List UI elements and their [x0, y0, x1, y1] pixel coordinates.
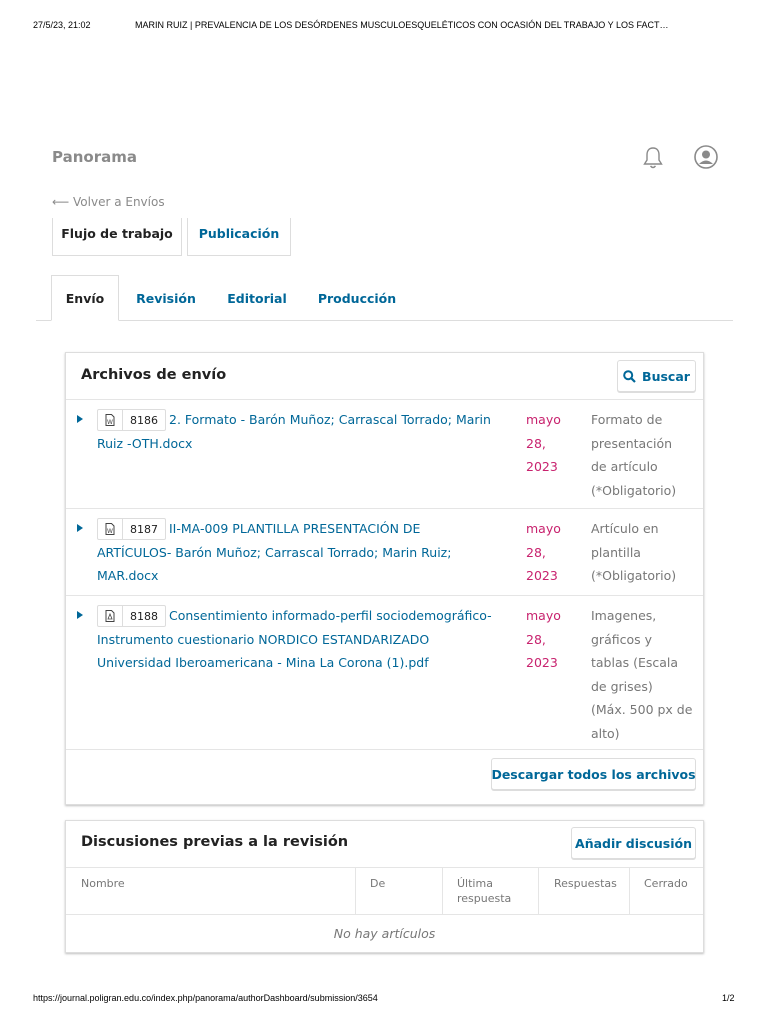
bell-icon[interactable]: [641, 146, 665, 170]
file-row: [66, 509, 703, 595]
tab-workflow[interactable]: Flujo de trabajo: [52, 218, 182, 256]
file-name-link[interactable]: 2. Formato - Barón Muñoz; Carrascal Torrado; Marin: [169, 412, 491, 427]
word-file-icon: [98, 410, 123, 430]
search-button-label: Buscar: [642, 368, 690, 384]
journal-brand[interactable]: Panorama: [52, 148, 137, 166]
file-date: mayo 28, 2023: [526, 608, 561, 670]
file-name-link-cont[interactable]: Universidad Iberoamericana - Mina La Corona (1).pdf: [97, 655, 429, 670]
col-divider: [355, 868, 356, 914]
add-discussion-button[interactable]: Añadir discusión: [571, 827, 696, 859]
tab-production[interactable]: Producción: [317, 290, 397, 306]
expand-toggle-icon[interactable]: [77, 611, 83, 619]
pre-review-discussions-panel: [65, 820, 704, 953]
file-row: [66, 596, 703, 749]
col-divider: [442, 868, 443, 914]
file-type: Formato de presentación de artículo (*Obligatorio): [591, 412, 677, 498]
print-url: https://journal.poligran.edu.co/index.php/panorama/authorDashboard/submission/3654: [33, 993, 378, 1003]
tab-review[interactable]: Revisión: [136, 290, 196, 306]
header-divider: [66, 867, 703, 868]
file-name-link[interactable]: Consentimiento informado-perfil sociodemográfico-: [169, 608, 492, 623]
file-badge: [97, 409, 166, 431]
file-id: 8186: [130, 413, 158, 427]
file-name-link-cont[interactable]: ARTÍCULOS- Barón Muñoz; Carrascal Torrado; Marin Ruiz;: [97, 544, 452, 560]
table-header-divider: [66, 914, 703, 915]
file-name-link-cont[interactable]: Ruiz -OTH.docx: [97, 435, 193, 451]
file-date: mayo 28, 2023: [526, 521, 561, 583]
col-header-from: De: [370, 877, 386, 890]
file-badge: [97, 605, 166, 627]
svg-text:W: W: [107, 528, 113, 535]
file-type: Artículo en plantilla (*Obligatorio): [591, 521, 677, 583]
file-name-link-cont[interactable]: Instrumento cuestionario NORDICO ESTANDARIZADO: [97, 631, 430, 647]
print-timestamp: 27/5/23, 21:02: [33, 20, 91, 30]
file-badge: [97, 518, 166, 540]
print-page-title: MARIN RUIZ | PREVALENCIA DE LOS DESÓRDENES MUSCULOESQUELÉTICOS CON OCASIÓN DEL TRABAJO Y LOS FACT…: [135, 20, 669, 30]
row-divider: [66, 749, 703, 750]
col-header-closed: Cerrado: [644, 877, 688, 890]
file-name-link[interactable]: II-MA-009 PLANTILLA PRESENTACIÓN DE: [169, 521, 421, 536]
user-profile-icon[interactable]: [694, 145, 718, 169]
col-header-last-reply: Última respuesta: [457, 877, 512, 905]
file-row: [66, 400, 703, 508]
tab-editorial[interactable]: Editorial: [227, 290, 287, 306]
tab-submission[interactable]: Envío: [51, 275, 119, 321]
print-page-number: 1/2: [722, 993, 735, 1003]
file-date: mayo 28, 2023: [526, 412, 561, 474]
word-file-icon: [98, 519, 123, 539]
back-to-submissions-link[interactable]: ⟵ Volver a Envíos: [52, 195, 165, 209]
download-all-files-button[interactable]: Descargar todos los archivos: [491, 758, 696, 790]
submission-files-panel: [65, 352, 704, 805]
file-id: 8188: [130, 609, 158, 623]
search-button[interactable]: [617, 360, 696, 392]
col-header-replies: Respuestas: [554, 877, 617, 890]
pdf-file-icon: [98, 606, 123, 626]
col-header-name: Nombre: [81, 877, 125, 890]
search-icon: [623, 370, 636, 383]
file-id: 8187: [130, 522, 158, 536]
discussions-panel-title: Discusiones previas a la revisión: [81, 834, 349, 850]
expand-toggle-icon[interactable]: [77, 415, 83, 423]
svg-text:W: W: [107, 419, 113, 426]
expand-toggle-icon[interactable]: [77, 524, 83, 532]
file-type: Imagenes, gráficos y tablas (Escala de grises) (Máx. 500 px de alto): [591, 608, 693, 741]
tab-publication[interactable]: Publicación: [187, 218, 291, 256]
col-divider: [629, 868, 630, 914]
col-divider: [538, 868, 539, 914]
files-panel-title: Archivos de envío: [81, 367, 227, 383]
empty-state-text: No hay artículos: [333, 926, 436, 941]
file-name-link-cont[interactable]: MAR.docx: [97, 568, 159, 583]
